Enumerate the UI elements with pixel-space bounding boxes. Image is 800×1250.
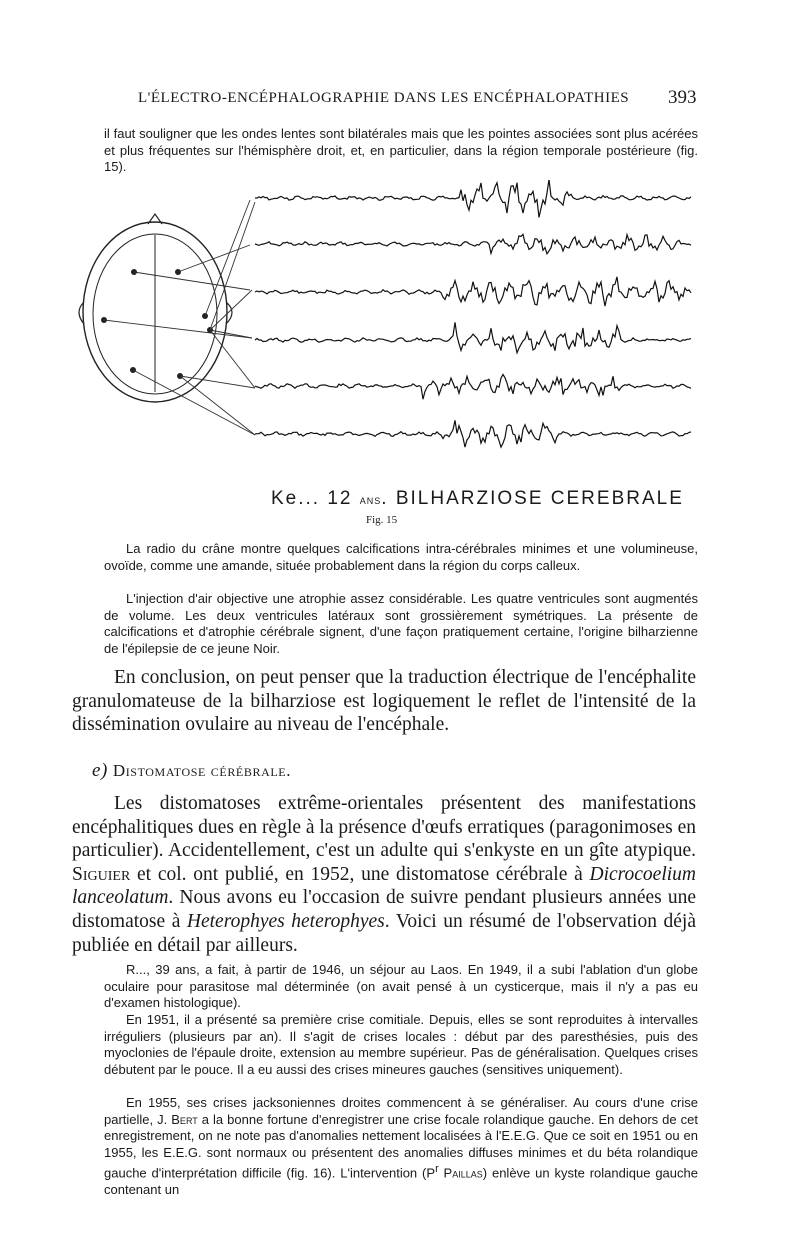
lead-line xyxy=(180,376,255,435)
case-paragraph-1: La radio du crâne montre quelques calcifications intra-cérébrales minimes et une volumineuse, ovoïde, comme une amande, située probablement dans la région du corps calleux. xyxy=(104,541,698,573)
text-run: et col. ont publié, en 1952, une distomatose cérébrale à xyxy=(130,863,590,885)
text-run: a la bonne fortune d'enregistrer une crise focale rolandique gauche. En dehors de cet enregistrement, on ne note pas d'anomalies nettement localisées à l'E.E.G. Que ce soit en 1951 ou en 1955, les E.E.G. sont normaux ou présentent des anomalies diffuses minimes et du béta rolandique gauche d'interprétation difficile (fig. 16). L'intervention (P xyxy=(104,1111,698,1181)
eeg-trace-6 xyxy=(255,420,691,447)
observation-paragraph-2: En 1951, il a présenté sa première crise comitiale. Depuis, elles se sont reproduites à intervalles irréguliers (plusieurs par an). Il s'agit de crises locales : début par des paresthésies, puis des myoclonies de l'épaule droite, extension au membre supérieur. Pas de généralisation. Quelques crises débutent par le pouce. Il a eu aussi des crises mineures gauches (sensitives uniquement). xyxy=(104,1012,698,1077)
lead-line xyxy=(210,290,252,330)
author-name: Bert xyxy=(171,1111,198,1127)
observation-paragraph-3 xyxy=(104,1095,698,1198)
author-name: Siguier xyxy=(72,863,131,885)
observation-paragraph-1: R..., 39 ans, a fait, à partir de 1946, un séjour au Laos. En 1949, il a subi l'ablation d'un globe oculaire pour parasitose mal déterminée (on avait pensé à un cysticerque, mais il n'y a pas eu d'examen histologique). xyxy=(104,962,698,1010)
eeg-trace-5 xyxy=(255,375,691,400)
eeg-figure xyxy=(60,180,720,510)
text-run: . Voici un résumé de l'observation déjà publiée en détail par ailleurs. xyxy=(72,910,696,956)
caption-age-unit: ANS xyxy=(359,496,382,506)
distomatose-paragraph xyxy=(72,792,696,957)
author-name: Paillas xyxy=(438,1165,483,1181)
section-marker: e) xyxy=(92,760,108,781)
eeg-trace-3 xyxy=(255,277,691,306)
text-run: ) enlève un kyste rolandique gauche contenant un xyxy=(104,1165,698,1197)
conclusion-paragraph: En conclusion, on peut penser que la traduction électrique de l'encéphalite granulomateuse de la bilharziose est logiquement le reflet de l'intensité de la dissémination ovulaire au niveau de l'encéphale. xyxy=(72,667,696,736)
intro-paragraph: il faut souligner que les ondes lentes sont bilatérales mais que les pointes associées sont plus acérées et plus fréquentes sur l'hémisphère droit, et, en particulier, dans la région temporale postérieure (fig. 15). xyxy=(104,126,698,174)
text-run: En 1955, ses crises jacksoniennes droites commencent à se généraliser. Au cours d'une crise partielle, J. xyxy=(104,1095,698,1127)
lead-line xyxy=(134,272,250,290)
section-title: Distomatose cérébrale. xyxy=(112,761,292,780)
species-name: Heterophyes heterophyes xyxy=(186,910,385,932)
title-superscript: r xyxy=(435,1163,439,1175)
lead-line xyxy=(178,245,250,272)
eeg-trace-1 xyxy=(255,180,691,217)
species-name: Dicrocoelium lanceolatum xyxy=(72,863,696,909)
section-heading xyxy=(92,760,291,782)
caption-diagnosis: . BILHARZIOSE CEREBRALE xyxy=(381,488,684,509)
lead-line xyxy=(180,376,255,388)
lead-line xyxy=(104,320,252,338)
eeg-illustration xyxy=(60,180,720,510)
text-run: Les distomatoses extrême-orientales présentent des manifestations encéphalitiques dues en règle à la présence d'œufs erratiques (paragonimoses en particulier). Accidentellement, c'est un adulte qui s'enkyste en un gîte atypique. xyxy=(72,793,697,862)
eeg-traces xyxy=(255,180,691,447)
text-run: . Nous avons eu l'occasion de suivre pendant plusieurs années une distomatose à xyxy=(72,887,696,932)
caption-patient: Ke... 12 xyxy=(271,488,353,509)
running-head: L'ÉLECTRO-ENCÉPHALOGRAPHIE DANS LES ENCÉPHALOPATHIES xyxy=(138,90,630,106)
case-paragraph-2: L'injection d'air objective une atrophie assez considérable. Les quatre ventricules sont augmentés de volume. Les deux ventricules latéraux sont grossièrement symétriques. La présente de calcifications et d'atrophie cérébrale signent, d'une façon pratiquement certaine, l'origine bilharzienne de l'épilepsie de ce jeune Noir. xyxy=(104,591,698,656)
eeg-trace-4 xyxy=(255,322,691,353)
page-number: 393 xyxy=(668,87,697,108)
figure-label: Fig. 15 xyxy=(366,514,398,526)
handwritten-caption xyxy=(271,488,684,510)
eeg-trace-2 xyxy=(255,234,691,254)
